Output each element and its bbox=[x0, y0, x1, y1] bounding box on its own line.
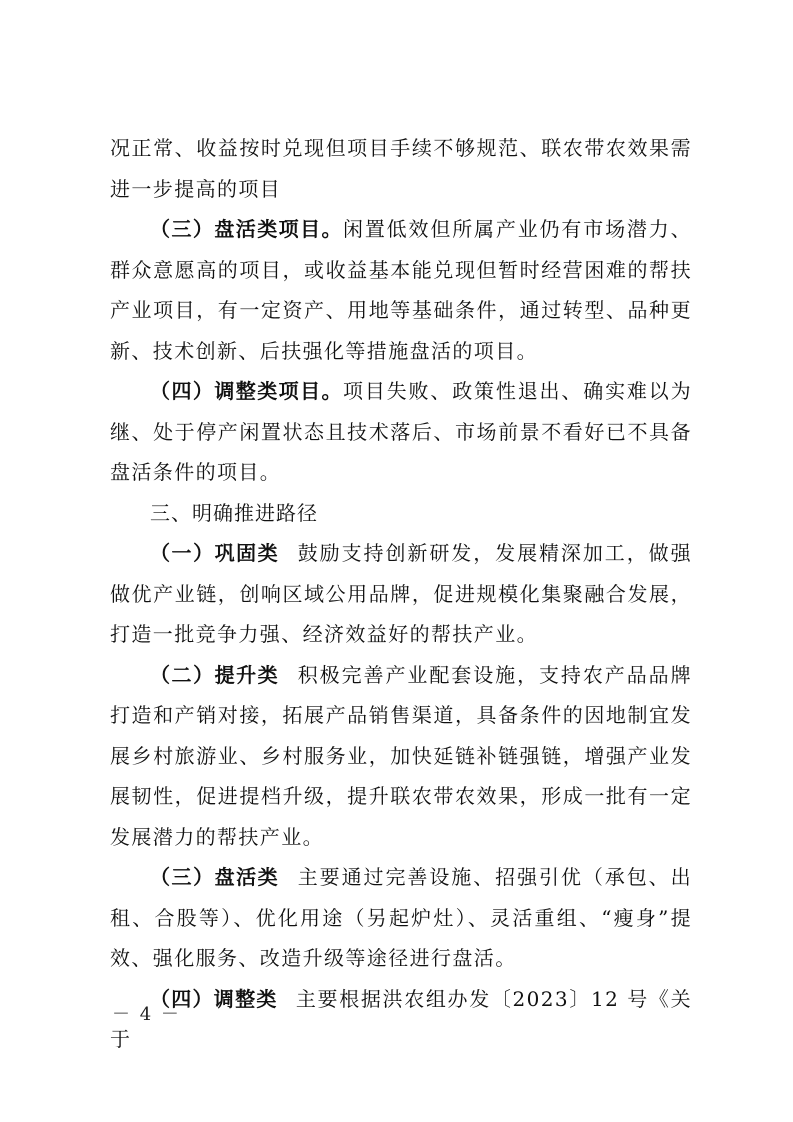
section-title: 三、明确推进路径 bbox=[150, 500, 318, 525]
paragraph-upgrade bbox=[110, 655, 692, 858]
paragraph-heading: （二）提升类 bbox=[150, 662, 280, 687]
paragraph-body: 项目失败、政策性退出、确实难以为继、处于停产闲置状态且技术落后、市场前景不看好已不具备盘活条件的项目。 bbox=[110, 379, 693, 484]
paragraph-revitalize bbox=[110, 857, 692, 979]
paragraph-adjust-projects bbox=[110, 371, 692, 493]
paragraph-body: 闲置低效但所属产业仍有市场潜力、群众意愿高的项目，或收益基本能兑现但暂时经营困难的帮扶产业项目，有一定资产、用地等基础条件，通过转型、品种更新、技术创新、后扶强化等措施盘活的项目。 bbox=[110, 217, 693, 363]
paragraph-body: 鼓励支持创新研发，发展精深加工，做强做优产业链，创响区域公用品牌，促进规模化集聚融合发展，打造一批竞争力强、经济效益好的帮扶产业。 bbox=[110, 541, 693, 646]
paragraph-body: 积极完善产业配套设施，支持农产品品牌打造和产销对接，拓展产品销售渠道，具备条件的因地制宜发展乡村旅游业、乡村服务业，加快延链补链强链，增强产业发展韧性，促进提档升级，提升联农带农效果，形成一批有一定发展潜力的帮扶产业。 bbox=[110, 662, 693, 849]
paragraph-revitalize-projects bbox=[110, 209, 692, 371]
page-number: － 4 － bbox=[112, 1004, 181, 1025]
paragraph-body: 况正常、收益按时兑现但项目手续不够规范、联农带农效果需进一步提高的项目 bbox=[110, 136, 692, 201]
paragraph-heading: （四）调整类项目。 bbox=[150, 379, 343, 403]
paragraph-heading: （三）盘活类项目。 bbox=[150, 217, 343, 241]
paragraph-heading: （四）调整类 bbox=[150, 986, 278, 1011]
paragraph-body: 主要通过完善设施、招强引优（承包、出租、合股等）、优化用途（另起炉灶）、灵活重组、“瘦身”提效、强化服务、改造升级等途径进行盘活。 bbox=[110, 865, 693, 970]
paragraph-heading: （一）巩固类 bbox=[150, 541, 280, 565]
paragraph-adjust bbox=[110, 979, 692, 1060]
paragraph-heading: （三）盘活类 bbox=[150, 865, 280, 889]
paragraph-consolidate bbox=[110, 533, 692, 655]
paragraph-body: 主要根据洪农组办发〔2023〕12 号《关于 bbox=[110, 986, 692, 1051]
section-heading bbox=[110, 493, 692, 534]
paragraph-continuation bbox=[110, 128, 692, 209]
body-text bbox=[110, 128, 692, 1060]
